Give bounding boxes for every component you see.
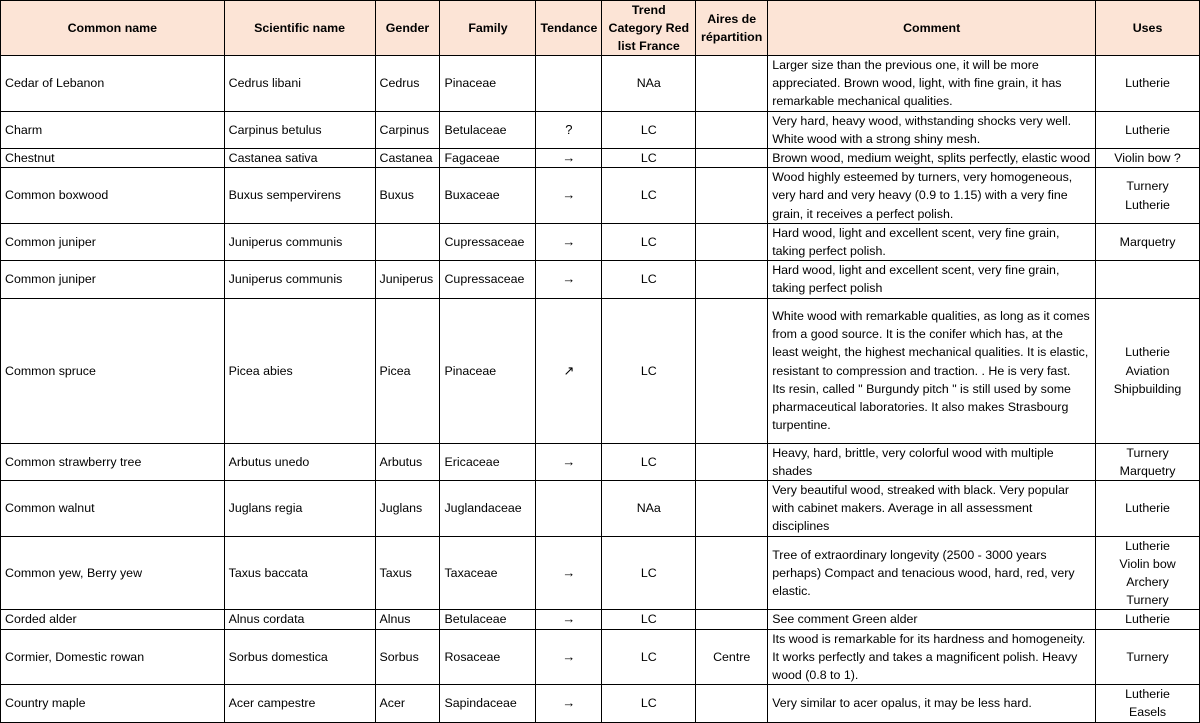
table-row[interactable]: [1, 223, 1200, 260]
use-item: Lutherie: [1125, 687, 1170, 702]
cell-tendance[interactable]: [536, 481, 602, 537]
use-item: Violin bow ?: [1114, 151, 1181, 166]
cell-scientific-name[interactable]: Cedrus libani: [224, 56, 375, 112]
use-item: Marquetry: [1119, 234, 1176, 249]
cell-gender[interactable]: Carpinus: [375, 111, 440, 148]
cell-aires[interactable]: [696, 443, 768, 480]
use-item: Lutherie: [1125, 197, 1170, 212]
cell-aires[interactable]: [696, 481, 768, 537]
cell-family[interactable]: Cupressaceae: [440, 223, 536, 260]
use-item: Lutherie: [1125, 122, 1170, 137]
use-item: Lutherie: [1125, 501, 1170, 516]
comment-line: Tree of extraordinary longevity (2500 - 3000 years: [772, 547, 1047, 562]
cell-common-name[interactable]: Corded alder: [1, 610, 225, 629]
use-item: Violin bow: [1119, 556, 1176, 571]
cell-family[interactable]: Fagaceae: [440, 149, 536, 168]
cell-uses[interactable]: [1096, 685, 1200, 722]
comment-line: elastic.: [772, 584, 811, 599]
comment-line: grain, it receives a perfect polish.: [772, 206, 954, 221]
cell-gender[interactable]: Alnus: [375, 610, 440, 629]
cell-trend-category[interactable]: LC: [602, 168, 696, 224]
cell-uses[interactable]: [1096, 56, 1200, 112]
cell-family[interactable]: Cupressaceae: [440, 261, 536, 298]
comment-line: White wood with a strong shiny mesh.: [772, 131, 981, 146]
cell-tendance[interactable]: →: [536, 685, 602, 722]
cell-tendance[interactable]: [536, 56, 602, 112]
cell-tendance[interactable]: →: [536, 149, 602, 168]
comment-line: Larger size than the previous one, it will be more: [772, 58, 1039, 72]
use-item: Turnery: [1126, 649, 1169, 664]
comment-line: Its wood is remarkable for its hardness and homogeneity.: [772, 631, 1086, 646]
cell-aires[interactable]: [696, 610, 768, 629]
cell-common-name[interactable]: Chestnut: [1, 149, 225, 168]
comment-line: Heavy, hard, brittle, very colorful wood with multiple shades: [772, 445, 1054, 478]
cell-aires[interactable]: [696, 536, 768, 610]
cell-trend-category[interactable]: LC: [602, 149, 696, 168]
cell-scientific-name[interactable]: Carpinus betulus: [224, 111, 375, 148]
cell-trend-category[interactable]: LC: [602, 261, 696, 298]
cell-scientific-name[interactable]: Juniperus communis: [224, 223, 375, 260]
cell-uses[interactable]: [1096, 298, 1200, 443]
cell-trend-category[interactable]: LC: [602, 685, 696, 722]
cell-scientific-name[interactable]: Juglans regia: [224, 481, 375, 537]
comment-line: Wood highly esteemed by turners, very homogeneous,: [772, 170, 1073, 185]
table-row[interactable]: [1, 298, 1200, 443]
table-row[interactable]: [1, 261, 1200, 298]
comment-line: It works perfectly and takes a magnificent polish. Heavy: [772, 649, 1078, 664]
cell-comment[interactable]: [768, 610, 1096, 629]
use-item: Turnery: [1126, 179, 1169, 194]
comment-line: taking perfect polish: [772, 281, 883, 296]
comment-line: taking perfect polish.: [772, 244, 886, 259]
table-row[interactable]: [1, 111, 1200, 148]
cell-comment[interactable]: [768, 685, 1096, 722]
comment-line: Very hard, heavy wood, withstanding shocks very well.: [772, 113, 1072, 128]
cell-aires[interactable]: [696, 168, 768, 224]
cell-comment[interactable]: [768, 261, 1096, 298]
cell-comment[interactable]: [768, 168, 1096, 224]
table-row[interactable]: [1, 610, 1200, 629]
cell-scientific-name[interactable]: Castanea sativa: [224, 149, 375, 168]
cell-aires[interactable]: [696, 149, 768, 168]
cell-gender[interactable]: Juglans: [375, 481, 440, 537]
cell-gender[interactable]: Taxus: [375, 536, 440, 610]
use-item: Marquetry: [1119, 463, 1176, 478]
cell-gender[interactable]: Sorbus: [375, 629, 440, 685]
cell-comment[interactable]: [768, 56, 1096, 112]
cell-uses[interactable]: [1096, 111, 1200, 148]
cell-comment[interactable]: [768, 536, 1096, 610]
cell-common-name[interactable]: Charm: [1, 111, 225, 148]
use-item: Lutherie: [1125, 538, 1170, 553]
table-row[interactable]: [1, 56, 1200, 112]
cell-comment[interactable]: [768, 481, 1096, 537]
cell-trend-category[interactable]: LC: [602, 443, 696, 480]
cell-aires[interactable]: [696, 261, 768, 298]
cell-trend-category[interactable]: NAa: [602, 481, 696, 537]
cell-scientific-name[interactable]: Arbutus unedo: [224, 443, 375, 480]
cell-uses[interactable]: [1096, 481, 1200, 537]
cell-aires[interactable]: [696, 56, 768, 112]
cell-trend-category[interactable]: LC: [602, 610, 696, 629]
table-row[interactable]: [1, 443, 1200, 480]
cell-tendance[interactable]: →: [536, 223, 602, 260]
cell-uses[interactable]: [1096, 261, 1200, 298]
use-item: Easels: [1128, 705, 1167, 720]
cell-comment[interactable]: [768, 223, 1096, 260]
cell-uses[interactable]: [1096, 610, 1200, 629]
cell-common-name[interactable]: Common boxwood: [1, 168, 225, 224]
cell-aires[interactable]: [696, 298, 768, 443]
use-item: Lutherie: [1125, 345, 1170, 360]
cell-comment[interactable]: [768, 443, 1096, 480]
cell-family[interactable]: Betulaceae: [440, 111, 536, 148]
comment-line: Hard wood, light and excellent scent, very fine grain,: [772, 263, 1060, 278]
header-comment[interactable]: Comment: [768, 1, 1096, 56]
cell-family[interactable]: Pinaceae: [440, 56, 536, 112]
comment-line: remarkable mechanical qualities.: [772, 94, 953, 109]
cell-trend-category[interactable]: LC: [602, 536, 696, 610]
use-item: Turnery: [1126, 593, 1169, 608]
table-row[interactable]: [1, 481, 1200, 537]
cell-tendance[interactable]: →: [536, 261, 602, 298]
table-row[interactable]: [1, 149, 1200, 168]
cell-common-name[interactable]: Common yew, Berry yew: [1, 536, 225, 610]
comment-line: See comment Green alder: [772, 612, 918, 627]
use-item: Archery: [1126, 575, 1169, 590]
cell-common-name[interactable]: Common walnut: [1, 481, 225, 537]
cell-scientific-name[interactable]: Alnus cordata: [224, 610, 375, 629]
cell-uses[interactable]: [1096, 443, 1200, 480]
header-scientific-name[interactable]: Scientific name: [224, 1, 375, 56]
cell-trend-category[interactable]: LC: [602, 298, 696, 443]
cell-gender[interactable]: Acer: [375, 685, 440, 722]
use-item: Lutherie: [1125, 76, 1170, 91]
cell-family[interactable]: Sapindaceae: [440, 685, 536, 722]
comment-line: turpentine.: [772, 418, 831, 433]
cell-family[interactable]: Juglandaceae: [440, 481, 536, 537]
cell-comment[interactable]: [768, 629, 1096, 685]
cell-scientific-name[interactable]: Buxus sempervirens: [224, 168, 375, 224]
cell-aires[interactable]: [696, 685, 768, 722]
cell-common-name[interactable]: Common juniper: [1, 223, 225, 260]
cell-family[interactable]: Buxaceae: [440, 168, 536, 224]
cell-scientific-name[interactable]: Picea abies: [224, 298, 375, 443]
comment-line: least weight, the highest mechanical qualities. It is elastic,: [772, 345, 1089, 360]
cell-gender[interactable]: Buxus: [375, 168, 440, 224]
cell-scientific-name[interactable]: Taxus baccata: [224, 536, 375, 610]
cell-comment[interactable]: [768, 111, 1096, 148]
use-item: Lutherie: [1125, 612, 1170, 627]
cell-family[interactable]: Rosaceae: [440, 629, 536, 685]
use-item: Shipbuilding: [1113, 381, 1182, 396]
cell-aires[interactable]: [696, 111, 768, 148]
cell-tendance[interactable]: →: [536, 629, 602, 685]
cell-gender[interactable]: [375, 223, 440, 260]
cell-uses[interactable]: [1096, 168, 1200, 224]
header-common-name[interactable]: Common name: [1, 1, 225, 56]
comment-line: perhaps) Compact and tenacious wood, hard, red, very: [772, 565, 1075, 580]
cell-common-name[interactable]: Cormier, Domestic rowan: [1, 629, 225, 685]
cell-tendance[interactable]: →: [536, 610, 602, 629]
comment-line: pharmaceutical laboratories. It also makes Strasbourg: [772, 399, 1069, 414]
comment-line: Brown wood, medium weight, splits perfectly, elastic wood: [772, 151, 1091, 166]
cell-common-name[interactable]: Country maple: [1, 685, 225, 722]
comment-line: Its resin, called " Burgundy pitch " is still used by some: [772, 381, 1071, 396]
cell-common-name[interactable]: Common spruce: [1, 298, 225, 443]
comment-line: Very similar to acer opalus, it may be less hard.: [772, 696, 1032, 711]
cell-uses[interactable]: [1096, 629, 1200, 685]
cell-common-name[interactable]: Common juniper: [1, 261, 225, 298]
cell-trend-category[interactable]: LC: [602, 223, 696, 260]
table-body: [1, 56, 1200, 723]
use-item: Turnery: [1126, 445, 1169, 460]
cell-comment[interactable]: [768, 149, 1096, 168]
cell-family[interactable]: Betulaceae: [440, 610, 536, 629]
cell-family[interactable]: Taxaceae: [440, 536, 536, 610]
comment-line: Very beautiful wood, streaked with black. Very popular: [772, 483, 1070, 498]
cell-tendance[interactable]: →: [536, 536, 602, 610]
cell-tendance[interactable]: ↗: [536, 298, 602, 443]
header-aires[interactable]: Aires de répartition: [696, 1, 768, 56]
header-tendance[interactable]: Tendance: [536, 1, 602, 56]
cell-trend-category[interactable]: NAa: [602, 56, 696, 112]
cell-tendance[interactable]: →: [536, 443, 602, 480]
cell-uses[interactable]: [1096, 149, 1200, 168]
cell-gender[interactable]: Juniperus: [375, 261, 440, 298]
table-row[interactable]: [1, 536, 1200, 610]
cell-gender[interactable]: Picea: [375, 298, 440, 443]
cell-tendance[interactable]: →: [536, 168, 602, 224]
cell-gender[interactable]: Arbutus: [375, 443, 440, 480]
comment-line: very hard and very heavy (0.9 to 1.15) with a very fine: [772, 188, 1068, 203]
cell-tendance[interactable]: ?: [536, 111, 602, 148]
comment-line: resistant to compression and traction. . He is very fast.: [772, 363, 1071, 378]
comment-line: White wood with remarkable qualities, as long as it comes: [772, 308, 1090, 323]
cell-gender[interactable]: Cedrus: [375, 56, 440, 112]
cell-uses[interactable]: [1096, 536, 1200, 610]
cell-trend-category[interactable]: LC: [602, 629, 696, 685]
cell-aires[interactable]: [696, 223, 768, 260]
cell-common-name[interactable]: Cedar of Lebanon: [1, 56, 225, 112]
header-uses[interactable]: Uses: [1096, 1, 1200, 56]
header-row: [1, 1, 1200, 56]
cell-trend-category[interactable]: LC: [602, 111, 696, 148]
header-family[interactable]: Family: [440, 1, 536, 56]
table-row[interactable]: [1, 685, 1200, 722]
header-trend-category[interactable]: Trend Category Red list France: [602, 1, 696, 56]
comment-line: appreciated. Brown wood, light, with fine grain, it has: [772, 76, 1062, 91]
comment-line: with cabinet makers. Average in all assessment disciplines: [772, 501, 1033, 534]
cell-aires[interactable]: Centre: [696, 629, 768, 685]
header-gender[interactable]: Gender: [375, 1, 440, 56]
table-row[interactable]: [1, 168, 1200, 224]
cell-common-name[interactable]: Common strawberry tree: [1, 443, 225, 480]
cell-family[interactable]: Pinaceae: [440, 298, 536, 443]
cell-comment[interactable]: [768, 298, 1096, 443]
cell-scientific-name[interactable]: Sorbus domestica: [224, 629, 375, 685]
comment-line: wood (0.8 to 1).: [772, 668, 859, 683]
cell-gender[interactable]: Castanea: [375, 149, 440, 168]
cell-uses[interactable]: [1096, 223, 1200, 260]
cell-scientific-name[interactable]: Juniperus communis: [224, 261, 375, 298]
comment-line: from a good source. It is the conifer which has, at the: [772, 327, 1063, 342]
cell-scientific-name[interactable]: Acer campestre: [224, 685, 375, 722]
cell-family[interactable]: Ericaceae: [440, 443, 536, 480]
use-item: Aviation: [1125, 363, 1170, 378]
table-row[interactable]: [1, 629, 1200, 685]
comment-line: Hard wood, light and excellent scent, very fine grain,: [772, 225, 1060, 240]
